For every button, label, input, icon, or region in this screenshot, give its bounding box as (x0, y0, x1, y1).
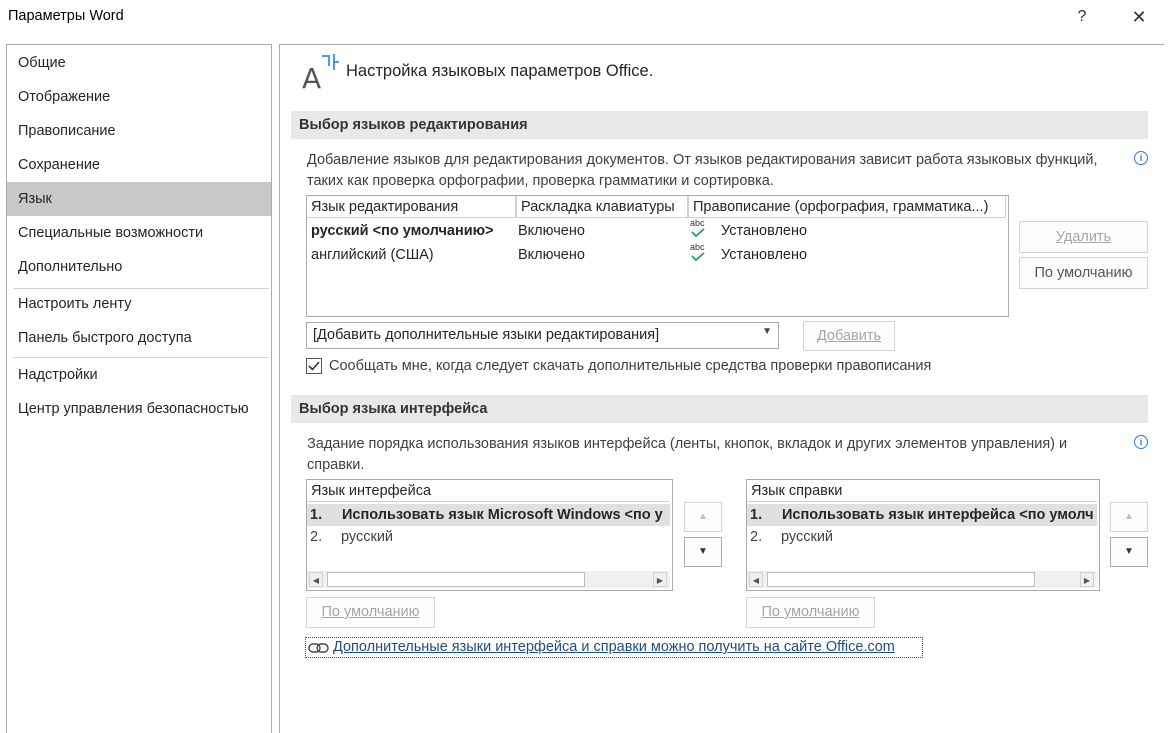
horizontal-scrollbar[interactable] (307, 571, 670, 588)
sidebar-item-customize-ribbon[interactable]: Настроить ленту (18, 296, 132, 312)
office-com-link-focus[interactable] (305, 637, 923, 658)
section-editing-languages: Выбор языков редактирования (291, 111, 1148, 139)
move-down-button[interactable]: ▼ (1110, 537, 1148, 567)
editing-description-line2: таких как проверка орфографии, проверка грамматики и сортировка. (307, 173, 774, 189)
row-keyboard: Включено (518, 247, 585, 263)
spellcheck-icon: abc (690, 243, 710, 263)
info-icon[interactable]: i (1134, 435, 1148, 449)
column-header-keyboard[interactable]: Раскладка клавиатуры (516, 196, 688, 218)
sidebar-item-save[interactable]: Сохранение (18, 157, 100, 173)
scroll-left-icon[interactable]: ◀ (309, 572, 323, 587)
move-down-button[interactable]: ▼ (684, 537, 722, 567)
move-up-button[interactable]: ▲ (1110, 502, 1148, 532)
link-icon (308, 641, 330, 655)
sidebar-item-advanced[interactable]: Дополнительно (18, 259, 123, 275)
interface-language-list[interactable] (306, 479, 673, 591)
checkmark-icon (307, 359, 321, 373)
page-title: Настройка языковых параметров Office. (346, 62, 654, 80)
svg-text:A: A (302, 62, 322, 90)
list-item[interactable]: 1. Использовать язык интерфейса <по умолч (747, 504, 1097, 526)
editing-languages-table[interactable] (306, 195, 1009, 317)
list-item[interactable]: 1. Использовать язык Microsoft Windows <по у (307, 504, 670, 526)
section-interface-language: Выбор языка интерфейса (291, 395, 1148, 423)
help-language-list[interactable] (746, 479, 1100, 591)
language-settings-icon (302, 52, 342, 90)
add-button[interactable]: Добавить (803, 321, 895, 351)
window-title: Параметры Word (8, 8, 124, 24)
add-language-dropdown-value: [Добавить дополнительные языки редактирования] (313, 327, 660, 343)
help-default-button[interactable]: По умолчанию (746, 597, 875, 628)
column-header-proofing[interactable]: Правописание (орфография, грамматика...) (688, 196, 1006, 218)
list-item[interactable]: 2. русский (750, 529, 834, 545)
sidebar-item-general[interactable]: Общие (18, 55, 66, 71)
horizontal-scrollbar[interactable] (747, 571, 1097, 588)
move-up-button[interactable]: ▲ (684, 502, 722, 532)
remove-button[interactable]: Удалить (1019, 221, 1148, 253)
row-language[interactable]: английский (США) (311, 247, 434, 263)
column-header-language[interactable]: Язык редактирования (307, 196, 516, 218)
close-button[interactable]: ✕ (1131, 6, 1147, 27)
sidebar-item-quick-access[interactable]: Панель быстрого доступа (18, 330, 192, 346)
scrollbar-thumb[interactable] (327, 572, 585, 587)
scroll-right-icon[interactable]: ▶ (1080, 572, 1094, 587)
row-proofing: Установлено (721, 247, 808, 263)
sidebar-item-trust-center[interactable]: Центр управления безопасностью (18, 401, 249, 417)
editing-description-line1: Добавление языков для редактирования документов. От языков редактирования зависит работа языковых функций, (307, 152, 1098, 168)
sidebar-item-proofing[interactable]: Правописание (18, 123, 116, 139)
office-com-link[interactable]: Дополнительные языки интерфейса и справки можно получить на сайте Office.com (333, 639, 895, 655)
help-button[interactable]: ? (1077, 8, 1087, 25)
main-panel (279, 44, 1164, 733)
interface-default-button[interactable]: По умолчанию (306, 597, 435, 628)
list-item[interactable]: 2. русский (310, 529, 394, 545)
notify-checkbox[interactable] (306, 358, 322, 374)
sidebar-item-display[interactable]: Отображение (18, 89, 111, 105)
scroll-left-icon[interactable]: ◀ (749, 572, 763, 587)
add-language-dropdown[interactable] (306, 322, 779, 349)
help-list-header: Язык справки (747, 480, 1097, 502)
set-default-button[interactable]: По умолчанию (1019, 257, 1148, 289)
row-proofing: Установлено (721, 223, 808, 239)
chevron-down-icon: ▼ (762, 326, 772, 337)
interface-list-header: Язык интерфейса (307, 480, 670, 502)
scrollbar-thumb[interactable] (767, 572, 1035, 587)
sidebar-item-addins[interactable]: Надстройки (18, 367, 98, 383)
row-language[interactable]: русский <по умолчанию> (311, 223, 494, 239)
sidebar (6, 44, 272, 733)
interface-description-line1: Задание порядка использования языков интерфейса (ленты, кнопок, вкладок и других элементов управления) и (307, 436, 1068, 452)
row-keyboard: Включено (518, 223, 585, 239)
notify-checkbox-label[interactable]: Сообщать мне, когда следует скачать дополнительные средства проверки правописания (329, 358, 932, 374)
sidebar-item-language[interactable]: Язык (7, 182, 271, 216)
interface-description-line2: справки. (307, 457, 365, 473)
spellcheck-icon: abc (690, 219, 710, 239)
sidebar-item-accessibility[interactable]: Специальные возможности (18, 225, 204, 241)
info-icon[interactable]: i (1134, 151, 1148, 165)
scroll-right-icon[interactable]: ▶ (653, 572, 667, 587)
